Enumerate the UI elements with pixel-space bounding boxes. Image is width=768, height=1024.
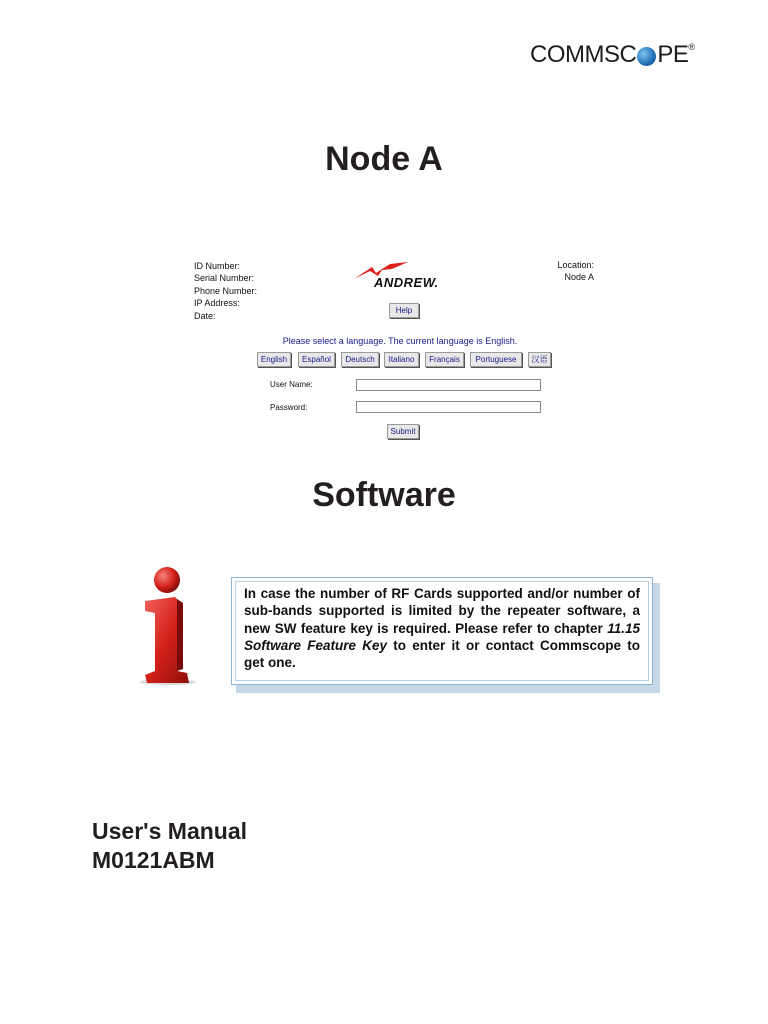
andrew-logo-text: ANDREW. — [374, 275, 439, 290]
language-prompt: Please select a language. The current language is English. — [282, 336, 518, 346]
lang-chinese-button[interactable]: 汉语 — [528, 352, 551, 367]
username-label: User Name: — [270, 380, 313, 389]
page-title: Node A — [325, 140, 443, 178]
info-text-part2: to enter it or contact Commscope to get one. — [244, 637, 640, 671]
info-icon — [137, 565, 199, 687]
location-label: Location: — [557, 260, 594, 270]
info-text — [244, 585, 640, 671]
date-label: Date: — [194, 310, 216, 321]
info-text-part1: In case the number of RF Cards supported and/or number of sub-bands supported is limited by the repeater software, a new SW feature key is required. Please refer to chapter — [244, 586, 640, 636]
submit-button[interactable]: Submit — [387, 424, 419, 439]
lang-deutsch-button[interactable]: Deutsch — [341, 352, 379, 367]
manual-title — [92, 817, 247, 875]
serial-number-label: Serial Number: — [194, 273, 255, 284]
username-input[interactable] — [356, 379, 541, 391]
id-number-label: ID Number: — [194, 261, 241, 271]
location-value: Node A — [564, 272, 594, 282]
manual-line-1: User's Manual — [92, 818, 248, 844]
password-label: Password: — [270, 403, 308, 412]
globe-icon — [637, 47, 656, 66]
registered-mark: ® — [688, 42, 695, 52]
phone-number-label: Phone Number: — [194, 285, 258, 296]
info-box — [231, 577, 653, 685]
lang-italiano-button[interactable]: Italiano — [384, 352, 419, 367]
lang-francais-button[interactable]: Français — [425, 352, 464, 367]
lang-portuguese-button[interactable]: Portuguese — [470, 352, 522, 367]
ip-address-label: IP Address: — [194, 298, 240, 309]
section-title: Software — [312, 476, 456, 514]
andrew-logo — [352, 261, 460, 293]
login-screenshot — [190, 255, 610, 445]
manual-number: M0121ABM — [92, 847, 215, 873]
help-button[interactable]: Help — [389, 303, 419, 318]
logo-text-before: COMMSC — [530, 41, 637, 68]
lang-english-button[interactable]: English — [257, 352, 291, 367]
password-input[interactable] — [356, 401, 541, 413]
feature-key-reference: 11.15 Software Feature Key — [244, 620, 640, 653]
logo-text-after: PE — [657, 41, 689, 68]
lang-espanol-button[interactable]: Español — [298, 352, 335, 367]
commscope-logo — [530, 40, 694, 70]
